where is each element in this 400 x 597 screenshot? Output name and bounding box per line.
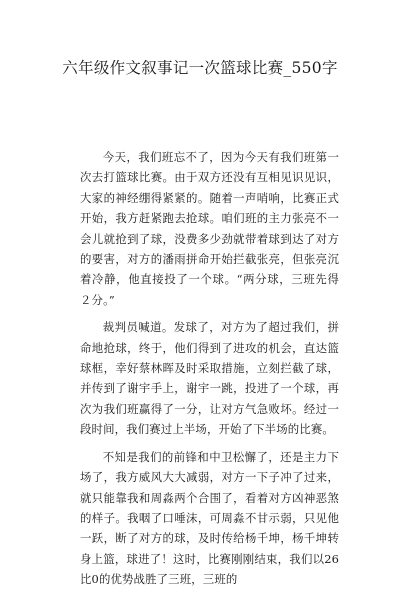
paragraph-1: 今天，我们班忘不了，因为今天有我们班第一次去打篮球比赛。由于双方还没有互相见识见识，大家的神经绷得紧紧的。随着一声哨响，比赛正式开始，我方赶紧跑去抢球。咱们班的主力张亮不一会儿就抢到了球，没费多少劲就带着球到达了对方的要害，对方的潘雨拼命开始拦截张亮，但张亮沉着冷静，他直接投了一个球。“两分球，三班先得２分。” — [80, 150, 339, 307]
document-title: 六年级作文叙事记一次篮球比赛_550字 — [62, 59, 338, 77]
paragraph-2: 裁判员喊道。发球了，对方为了超过我们，拼命地抢球，终于，他们得到了进攻的机会，直达篮球框，幸好蔡林晖及时采取措施，立刻拦截了球，并传到了谢宇手上，谢宇一跳，投进了一个球，再次为我们班赢得了一分，让对方气急败坏。经过一段时间，我们赛过上半场，开始了下半场的比赛。 — [80, 320, 339, 437]
paragraph-3: 不知是我们的前锋和中卫松懈了，还是主力下场了，我方威风大大减弱，对方一下子冲了过来，就只能靠我和周淼两个合围了，看着对方凶神恶煞的样子。我咽了口唾沫，可周淼不甘示弱，只见他一跃，断了对方的球，及时传给杨千坤，杨千坤转身上篮，球进了！这时，比赛刚刚结束，我们以26比0的优势战胜了三班，三班的 — [80, 449, 339, 587]
document-body — [80, 147, 339, 597]
